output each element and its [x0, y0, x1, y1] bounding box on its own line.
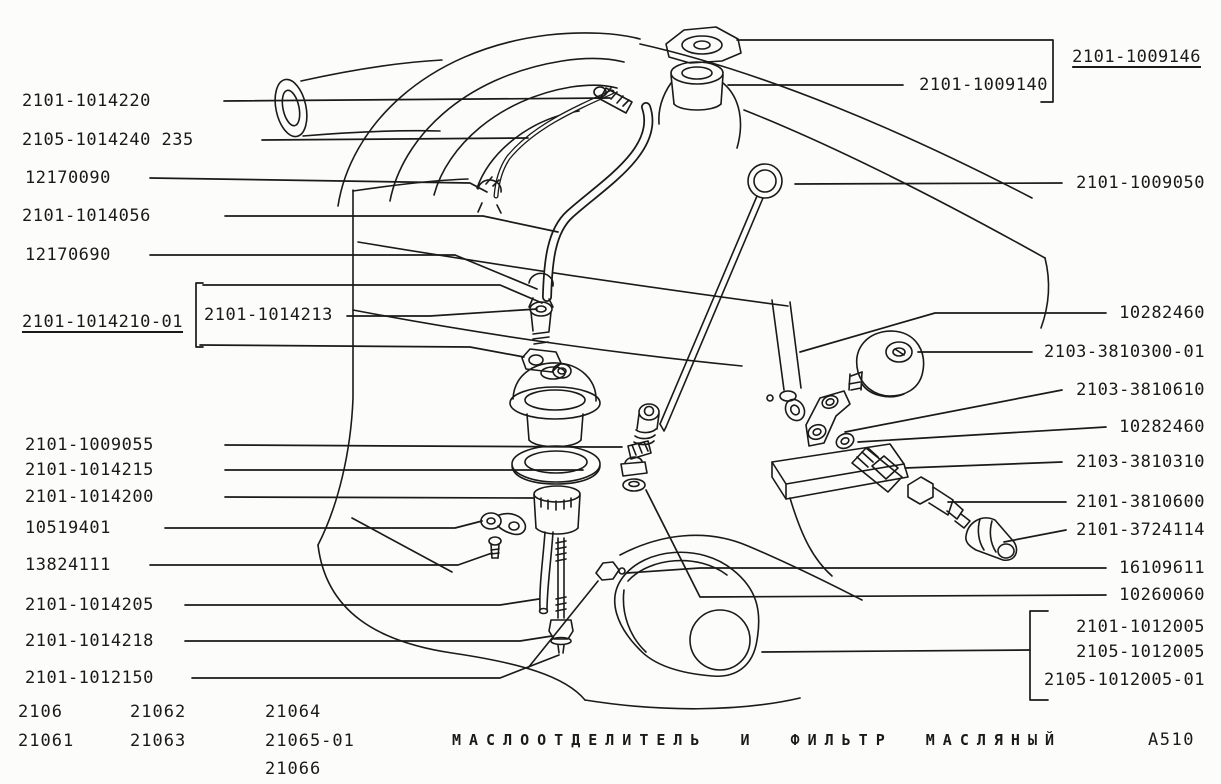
callout-right-2: 2101-1009140 [919, 75, 1048, 95]
separator-gasket-drawing [512, 446, 600, 484]
callout-left-12: 13824111 [25, 555, 111, 575]
rubber-boot-drawing [966, 518, 1017, 560]
callout-right-15: 2105-1012005-01 [1043, 670, 1205, 690]
clip-bolt-drawing [489, 537, 501, 558]
model-item: 21062 [130, 702, 187, 722]
dipstick-drawing [660, 164, 782, 431]
model-item: 21066 [265, 759, 322, 779]
callout-right-8: 2103-3810310 [1076, 452, 1205, 472]
callout-left-13: 2101-1014205 [25, 595, 154, 615]
drawing-title: МАСЛООТДЕЛИТЕЛЬ И ФИЛЬТР МАСЛЯНЫЙ [452, 731, 1063, 749]
callout-right-14: 2105-1012005 [1076, 642, 1205, 662]
oil-separator-drawing [510, 349, 600, 447]
callout-left-11: 10519401 [25, 518, 111, 538]
flame-arrestor-drawing [534, 486, 580, 534]
callout-right-10: 2101-3724114 [1076, 520, 1205, 540]
sealing-washer-2-drawing [834, 431, 856, 451]
breather-hose-drawing [547, 107, 648, 297]
callout-left-7: 2101-1014213 [204, 305, 333, 325]
callout-right-13: 2101-1012005 [1076, 617, 1205, 637]
separator-bolt-drawing [530, 302, 552, 344]
sheet-code: А510 [1148, 730, 1195, 750]
callout-left-2: 2105-1014240 235 [22, 130, 194, 150]
callout-right-4: 10282460 [1119, 303, 1205, 323]
callout-left-4: 2101-1014056 [22, 206, 151, 226]
callout-left-6: 2101-1014210-01 [22, 312, 184, 332]
callout-right-9: 2101-3810600 [1076, 492, 1205, 512]
model-item: 21063 [130, 731, 187, 751]
model-item: 21064 [265, 702, 322, 722]
callout-left-3: 12170090 [25, 168, 111, 188]
callout-right-11: 16109611 [1119, 558, 1205, 578]
callout-left-10: 2101-1014200 [25, 487, 154, 507]
callout-right-3: 2101-1009050 [1076, 173, 1205, 193]
union-fitting-drawing [621, 404, 659, 491]
callout-right-12: 10260060 [1119, 585, 1205, 605]
callout-right-7: 10282460 [1119, 417, 1205, 437]
callout-left-9: 2101-1014215 [25, 460, 154, 480]
oil-filler-cap-drawing [666, 27, 741, 63]
model-item: 2106 [18, 702, 63, 722]
drain-pipe-drawing [540, 532, 554, 614]
callout-left-15: 2101-1012150 [25, 668, 154, 688]
leader-lines [150, 40, 1106, 700]
model-item: 21065-01 [265, 731, 355, 751]
filler-neck-drawing [659, 62, 741, 148]
callout-left-14: 2101-1014218 [25, 631, 154, 651]
model-item: 21061 [18, 731, 75, 751]
callout-left-8: 2101-1009055 [25, 435, 154, 455]
oil-pressure-sensor-drawing [849, 331, 924, 397]
callout-right-1: 2101-1009146 [1072, 47, 1201, 67]
callout-right-5: 2103-3810300-01 [1043, 342, 1205, 362]
callout-right-6: 2103-3810610 [1076, 380, 1205, 400]
filter-sensor-drawing [528, 562, 625, 668]
callout-left-5: 12170690 [25, 245, 111, 265]
engine-block-drawing [318, 44, 1048, 709]
clip-bracket-drawing [481, 513, 525, 534]
callout-left-1: 2101-1014220 [22, 91, 151, 111]
